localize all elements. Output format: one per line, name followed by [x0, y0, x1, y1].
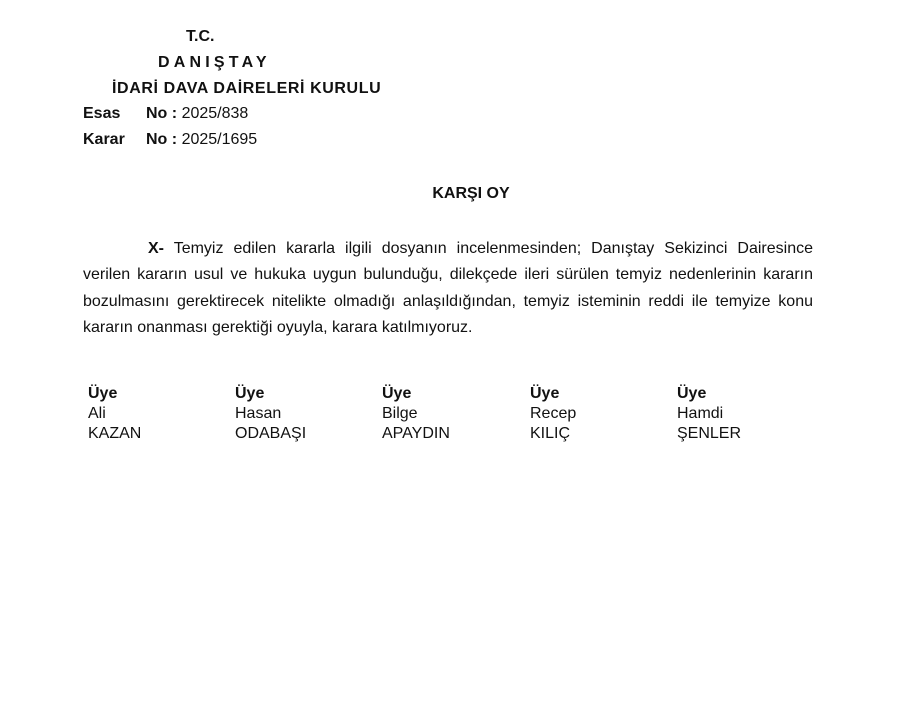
opinion-marker: X- [148, 240, 164, 257]
member-first-name: Bilge [382, 405, 418, 422]
member-first-name: Hasan [235, 405, 282, 422]
member-signature [382, 384, 450, 444]
member-last-name: ŞENLER [677, 425, 742, 442]
karar-number: 2025/1695 [181, 131, 258, 148]
member-first-name: Hamdi [677, 405, 724, 422]
member-signature [530, 384, 576, 444]
karar-number-row [83, 131, 257, 149]
section-title: KARŞI OY [432, 185, 510, 202]
member-first-name: Ali [88, 405, 106, 422]
member-signature [677, 384, 741, 444]
member-signature [88, 384, 141, 444]
member-role: Üye [677, 385, 707, 402]
member-last-name: ODABAŞI [235, 425, 307, 442]
member-signature [235, 384, 306, 444]
esas-label: Esas [83, 105, 121, 122]
esas-no-label: No : [146, 105, 178, 122]
opinion-paragraph [83, 236, 813, 341]
esas-number-row [83, 105, 248, 123]
member-first-name: Recep [530, 405, 577, 422]
karar-no-label: No : [146, 131, 178, 148]
member-role: Üye [235, 385, 265, 402]
header-tc: T.C. [186, 28, 215, 45]
member-role: Üye [382, 385, 412, 402]
member-role: Üye [530, 385, 560, 402]
karar-label: Karar [83, 131, 125, 148]
header-court-name: DANIŞTAY [158, 54, 271, 71]
esas-number: 2025/838 [181, 105, 249, 122]
opinion-text: Temyiz edilen kararla ilgili dosyanın incelenmesinden; Danıştay Sekizinci Dairesince verilen kararın usul ve hukuka uygun bulunduğu, dilekçede ileri sürülen temyiz nedenlerinin kararın bozulmasını gerektirecek nitelikte olmadığı anlaşıldığından, temyiz isteminin reddi ile temyize konu kararın onanması gerektiği oyuyla, karara katılmıyoruz. [83, 240, 813, 336]
member-last-name: APAYDIN [382, 425, 450, 442]
member-last-name: KILIÇ [530, 425, 571, 442]
header-board-name: İDARİ DAVA DAİRELERİ KURULU [112, 80, 382, 97]
member-role: Üye [88, 385, 118, 402]
member-last-name: KAZAN [88, 425, 142, 442]
